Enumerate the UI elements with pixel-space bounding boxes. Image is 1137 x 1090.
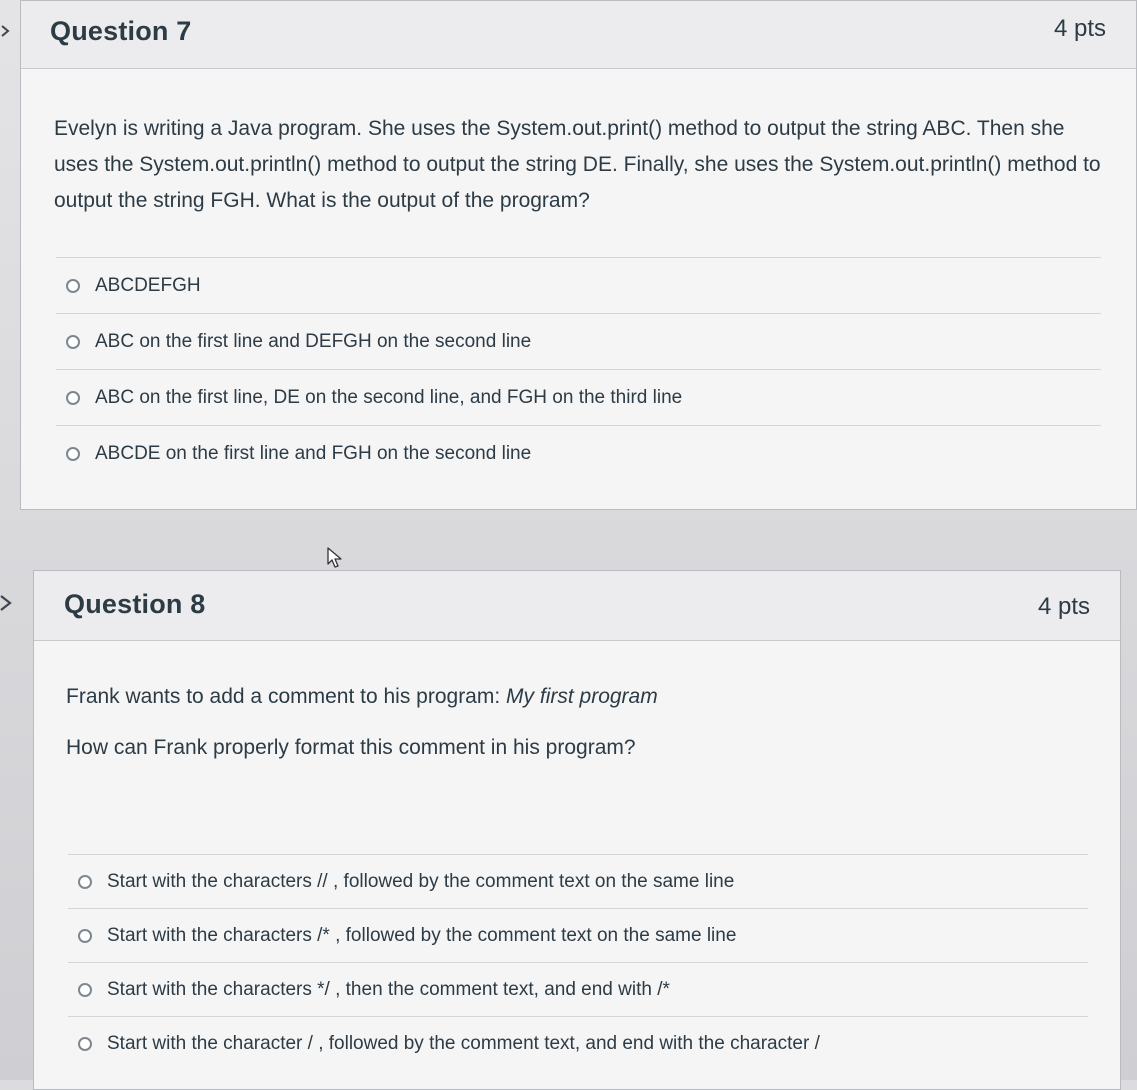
answer-label[interactable]: ABC on the first line, DE on the second line, and FGH on the third line [95, 386, 683, 408]
radio-unselected-icon[interactable] [66, 279, 80, 293]
radio-unselected-icon[interactable] [78, 875, 92, 889]
answer-label[interactable]: Start with the characters */ , then the comment text, and end with /* [107, 978, 670, 1000]
question-header [34, 571, 1120, 641]
answer-label[interactable]: Start with the characters /* , followed by the comment text on the same line [107, 924, 737, 946]
answer-label[interactable]: Start with the character / , followed by the comment text, and end with the character / [107, 1032, 820, 1054]
answer-list [68, 854, 1088, 1070]
comment-example-text: My first program [506, 685, 658, 708]
answer-label[interactable]: Start with the characters // , followed by the comment text on the same line [107, 870, 735, 892]
answer-option[interactable] [56, 257, 1101, 313]
mouse-cursor-icon [326, 547, 344, 569]
radio-unselected-icon[interactable] [78, 929, 92, 943]
question-title: Question 8 [64, 589, 206, 619]
answer-option[interactable] [68, 908, 1088, 962]
question-header [21, 1, 1136, 69]
radio-unselected-icon[interactable] [66, 335, 80, 349]
answer-option[interactable] [56, 425, 1101, 481]
radio-unselected-icon[interactable] [66, 447, 80, 461]
answer-label[interactable]: ABCDE on the first line and FGH on the second line [95, 442, 532, 464]
question-text-secondary: How can Frank properly format this comment in his program? [66, 736, 636, 759]
answer-label[interactable]: ABC on the first line and DEFGH on the second line [95, 330, 532, 352]
question-points: 4 pts [1037, 593, 1090, 620]
question-text-prefix: Frank wants to add a comment to his program: [66, 685, 507, 708]
chevron-right-icon[interactable] [0, 593, 20, 613]
radio-unselected-icon[interactable] [66, 391, 80, 405]
answer-option[interactable] [68, 962, 1088, 1016]
answer-list [56, 257, 1101, 481]
answer-option[interactable] [68, 854, 1088, 908]
radio-unselected-icon[interactable] [78, 1037, 92, 1051]
question-points: 4 pts [1053, 15, 1106, 42]
question-title: Question 7 [50, 16, 192, 46]
question-text [66, 679, 1066, 715]
question-text: Evelyn is writing a Java program. She uses the System.out.print() method to output the string ABC. Then she uses the System.out.println() method to output the string DE. Finally, she uses the System.out.println() method to output the string FGH. What is the output of the program? [54, 117, 1101, 212]
chevron-right-icon[interactable] [0, 24, 14, 38]
answer-option[interactable] [56, 369, 1101, 425]
answer-option[interactable] [68, 1016, 1088, 1070]
question-8-card [33, 570, 1121, 1090]
answer-label[interactable]: ABCDEFGH [95, 274, 201, 296]
question-7-card [20, 0, 1137, 510]
radio-unselected-icon[interactable] [78, 983, 92, 997]
answer-option[interactable] [56, 313, 1101, 369]
